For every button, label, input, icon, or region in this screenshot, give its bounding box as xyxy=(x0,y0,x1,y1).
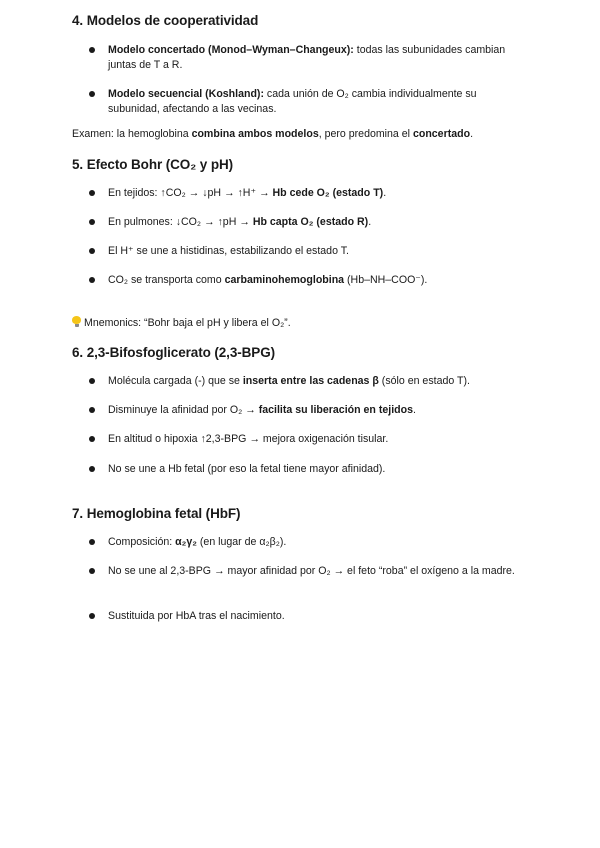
section-heading-hemoglobina-fetal: 7. Hemoglobina fetal (HbF) xyxy=(72,506,241,521)
bullet-icon xyxy=(89,219,95,225)
list-item-bold: Hb cede O₂ (estado T) xyxy=(272,187,384,199)
list-item-text: todas las subunidades cambian juntas de T a R. xyxy=(108,44,506,71)
list-item-bold: Modelo secuencial (Koshland): xyxy=(108,88,264,100)
list-item-text: No se une al 2,3-BPG → mayor afinidad por O₂ → el feto “roba” el oxígeno a la madre. xyxy=(108,565,515,577)
list-item-bold: Modelo concertado (Monod–Wyman–Changeux): xyxy=(108,44,354,56)
list-item-text: (sólo en estado T). xyxy=(378,375,470,387)
bullet-icon xyxy=(89,407,95,413)
exam-bold: concertado xyxy=(412,128,471,140)
list-item-disminuye-afinidad xyxy=(108,403,528,418)
exam-text: Examen: la hemoglobina xyxy=(72,128,192,140)
list-item-text: . xyxy=(412,404,416,416)
list-item-text: . xyxy=(383,187,387,199)
list-item-text: CO₂ se transporta como xyxy=(108,274,225,286)
list-item-text: El H⁺ se une a histidinas, estabilizando el estado T. xyxy=(108,245,349,257)
bullet-icon xyxy=(89,91,95,97)
lightbulb-icon xyxy=(72,316,81,327)
section-heading-cooperatividad: 4. Modelos de cooperatividad xyxy=(72,13,259,28)
list-item-sustituida xyxy=(108,609,528,624)
section-heading-bpg: 6. 2,3-Bifosfoglicerato (2,3-BPG) xyxy=(72,345,275,360)
bullet-icon xyxy=(89,277,95,283)
list-item-hb-fetal xyxy=(108,462,528,477)
list-item-bold: carbaminohemoglobina xyxy=(224,274,345,286)
bullet-icon xyxy=(89,248,95,254)
list-item-text: . xyxy=(368,216,372,228)
list-item-histidinas xyxy=(108,244,528,259)
list-item-text: En pulmones: ↓CO₂ → ↑pH → xyxy=(108,216,253,228)
mnemonic-note xyxy=(72,316,542,331)
bullet-icon xyxy=(89,190,95,196)
list-item-text: (en lugar de α₂β₂). xyxy=(196,536,287,548)
list-item-pulmones xyxy=(108,215,528,230)
list-item-text: Sustituida por HbA tras el nacimiento. xyxy=(108,610,285,622)
list-item-text: Composición: xyxy=(108,536,176,548)
list-item-modelo-concertado xyxy=(108,43,528,73)
list-item-tejidos xyxy=(108,186,528,201)
section-heading-efecto-bohr: 5. Efecto Bohr (CO₂ y pH) xyxy=(72,157,234,172)
list-item-bold: Hb capta O₂ (estado R) xyxy=(252,216,369,228)
list-item-molecula-cargada xyxy=(108,374,528,389)
bullet-icon xyxy=(89,539,95,545)
list-item-altitud xyxy=(108,432,528,447)
list-item-bold: inserta entre las cadenas β xyxy=(242,375,379,387)
exam-bold: combina ambos modelos xyxy=(191,128,319,140)
list-item-text: En tejidos: ↑CO₂ → ↓pH → ↑H⁺ → xyxy=(108,187,273,199)
bullet-icon xyxy=(89,613,95,619)
list-item-no-une-bpg xyxy=(108,564,528,579)
list-item-text: Molécula cargada (-) que se xyxy=(108,375,243,387)
bullet-icon xyxy=(89,568,95,574)
exam-text: . xyxy=(470,128,474,140)
list-item-bold: facilita su liberación en tejidos xyxy=(258,404,413,416)
bullet-icon xyxy=(89,466,95,472)
bullet-icon xyxy=(89,436,95,442)
list-item-text: Disminuye la afinidad por O₂ → xyxy=(108,404,259,416)
list-item-modelo-secuencial xyxy=(108,87,528,117)
list-item-composicion xyxy=(108,535,528,550)
bullet-icon xyxy=(89,378,95,384)
list-item-text: No se une a Hb fetal (por eso la fetal tiene mayor afinidad). xyxy=(108,463,386,475)
list-item-text: cada unión de O₂ cambia individualmente su subunidad, afectando a las vecinas. xyxy=(108,88,477,115)
list-item-bold: α₂γ₂ xyxy=(175,536,197,548)
list-item-text: (Hb–NH–COO⁻). xyxy=(344,274,428,286)
bullet-icon xyxy=(89,47,95,53)
list-item-text: En altitud o hipoxia ↑2,3-BPG → mejora oxigenación tisular. xyxy=(108,433,389,445)
exam-text: , pero predomina el xyxy=(318,128,413,140)
mnemonic-text: Mnemonics: “Bohr baja el pH y libera el O₂”. xyxy=(84,317,291,329)
list-item-carbamino xyxy=(108,273,528,288)
exam-note xyxy=(72,127,542,142)
